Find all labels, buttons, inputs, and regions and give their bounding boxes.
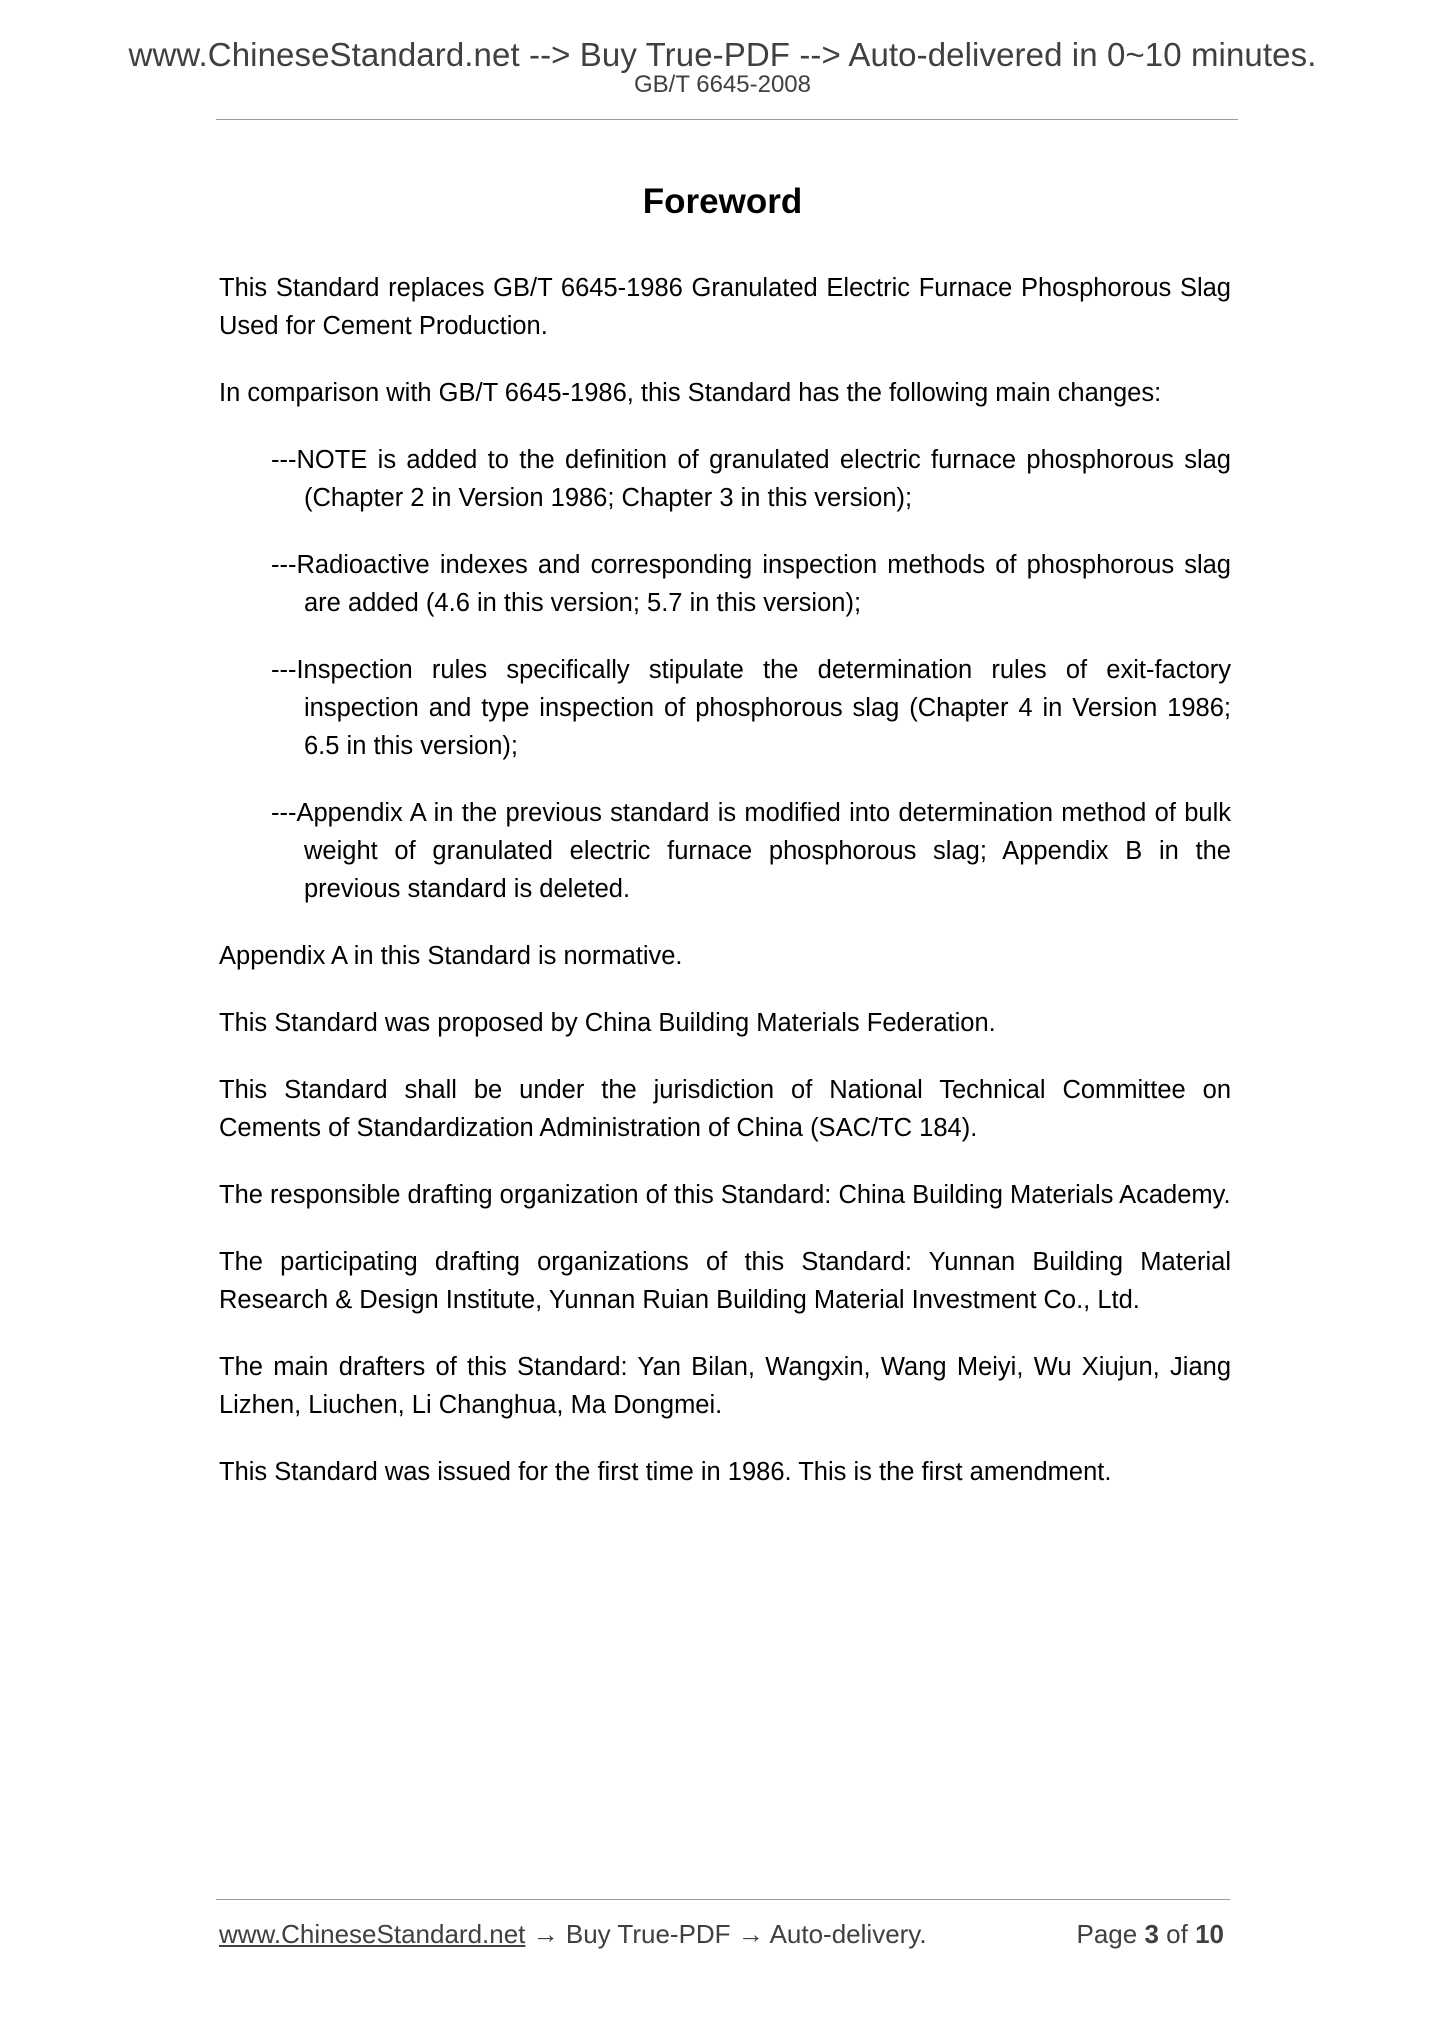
page-title: Foreword — [642, 182, 803, 221]
footer-site-link[interactable]: www.ChineseStandard.net — [219, 1919, 526, 1949]
paragraph: The main drafters of this Standard: Yan Bilan, Wangxin, Wang Meiyi, Wu Xiujun, Jiang Lizhen, Liuchen, Li Changhua, Ma Dongmei. — [219, 1353, 1231, 1419]
of-label: of — [1166, 1919, 1188, 1949]
footer-promo — [219, 1921, 927, 1947]
page-indicator — [1076, 1921, 1224, 1947]
footer-tagline: → Buy True-PDF → Auto-delivery. — [525, 1919, 927, 1949]
change-item: ---Appendix A in the previous standard is modified into determination method of bulk weight of granulated electric furnace phosphorous slag; Appendix B in the previous standard is deleted. — [271, 799, 1231, 903]
footer-divider — [216, 1899, 1230, 1900]
paragraph: In comparison with GB/T 6645-1986, this Standard has the following main changes: — [219, 379, 1162, 407]
page-number: 3 — [1144, 1919, 1159, 1949]
paragraph: Appendix A in this Standard is normative. — [219, 942, 683, 970]
standard-code: GB/T 6645-2008 — [633, 71, 811, 98]
paragraph: This Standard shall be under the jurisdiction of National Technical Committee on Cements of Standardization Administration of China (SAC/TC 184). — [219, 1076, 1231, 1142]
change-item: ---NOTE is added to the definition of granulated electric furnace phosphorous slag (Chapter 2 in Version 1986; Chapter 3 in this version); — [271, 446, 1231, 512]
change-item: ---Inspection rules specifically stipulate the determination rules of exit-factory inspection and type inspection of phosphorous slag (Chapter 4 in Version 1986; 6.5 in this version); — [271, 656, 1231, 760]
paragraph: The responsible drafting organization of this Standard: China Building Materials Academy. — [219, 1181, 1231, 1209]
total-pages: 10 — [1195, 1919, 1224, 1949]
paragraph: The participating drafting organizations of this Standard: Yunnan Building Material Research & Design Institute, Yunnan Ruian Building Material Investment Co., Ltd. — [219, 1248, 1231, 1314]
header-divider — [216, 119, 1238, 120]
paragraph: This Standard was proposed by China Building Materials Federation. — [219, 1009, 996, 1037]
top-banner[interactable]: www.ChineseStandard.net --> Buy True-PDF --> Auto-delivered in 0~10 minutes. — [128, 36, 1317, 73]
paragraph: This Standard replaces GB/T 6645-1986 Granulated Electric Furnace Phosphorous Slag Used for Cement Production. — [219, 274, 1231, 340]
change-item: ---Radioactive indexes and corresponding inspection methods of phosphorous slag are added (4.6 in this version; 5.7 in this version); — [271, 551, 1231, 617]
foreword-body — [219, 269, 1231, 1520]
page-label: Page — [1076, 1919, 1138, 1949]
paragraph: This Standard was issued for the first time in 1986. This is the first amendment. — [219, 1458, 1112, 1486]
